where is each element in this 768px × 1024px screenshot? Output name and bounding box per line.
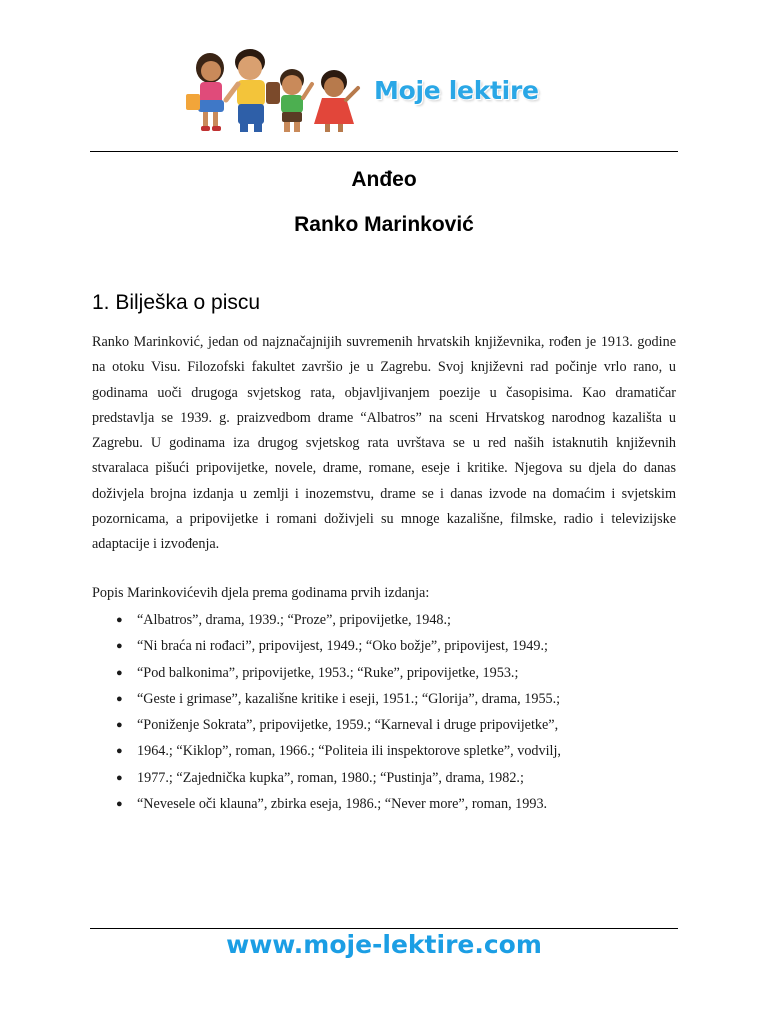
children-illustration <box>182 40 374 136</box>
list-item <box>92 633 561 659</box>
author-name: Ranko Marinković <box>294 213 474 236</box>
biography-paragraph: Ranko Marinković, jedan od najznačajnijih suvremenih hrvatskih književnika, rođen je 1913. godine na otoku Visu. Filozofski fakultet završio je u Zagrebu. Svoj književni rad počinje vrlo rano, u godinama uoči drugoga svjetskog rata, objavljivanjem poezije u časopisima. Kao dramatičar predstavlja se 1939. g. praizvedbom drame “Albatros” na sceni Hrvatskog narodnog kazališta u Zagrebu. U godinama iza drugog svjetskog rata uvrštava se u red naših istaknutih književnih stvaralaca pišući pripovijetke, novele, drame, romane, eseje i kritike. Njegova su djela do danas doživjela brojna izdanja u zemlji i inozemstvu, drame se i danas izvode na domaćim i svjetskim pozornicama, a pripovijetke i romani doživjeli su mnoge kazališne, filmske, radio i televizijske adaptacije i izvođenja. <box>92 334 676 553</box>
bullet-icon: ● <box>116 745 123 758</box>
works-intro: Popis Marinkovićevih djela prema godinama prvih izdanja: <box>92 585 430 601</box>
bullet-icon: ● <box>116 692 123 705</box>
small-boy-figure <box>280 69 312 132</box>
girl-right-figure <box>314 70 358 132</box>
list-item-text: 1977.; “Zajednička kupka”, roman, 1980.; “Pustinja”, drama, 1982.; <box>137 769 524 786</box>
work-title: Anđeo <box>351 168 417 191</box>
site-logo: Moje lektire <box>374 76 539 105</box>
footer-site-link[interactable]: www.moje-lektire.com <box>226 930 542 959</box>
page-header <box>0 38 768 138</box>
boy-figure <box>226 49 280 132</box>
bullet-icon: ● <box>116 614 123 626</box>
bullet-icon: ● <box>116 719 123 732</box>
list-item <box>92 686 561 712</box>
list-item-text: “Pod balkonima”, pripovijetke, 1953.; “Ruke”, pripovijetke, 1953.; <box>137 664 519 681</box>
list-item <box>92 712 561 738</box>
bullet-icon: ● <box>116 640 123 653</box>
header-divider <box>90 151 678 152</box>
footer-divider <box>90 928 678 929</box>
list-item <box>92 765 561 791</box>
bullet-icon: ● <box>116 666 123 679</box>
list-item-text: “Ni braća ni rođaci”, pripovijest, 1949.; “Oko božje”, pripovijest, 1949.; <box>137 638 548 655</box>
list-item <box>92 738 561 764</box>
girl-figure <box>186 53 224 131</box>
list-item-text: “Nevesele oči klauna”, zbirka eseja, 1986.; “Never more”, roman, 1993. <box>137 796 548 813</box>
list-item-text: 1964.; “Kiklop”, roman, 1966.; “Politeia ili inspektorove spletke”, vodvilj, <box>137 743 561 760</box>
list-item <box>92 607 561 633</box>
section-heading: 1. Bilješka o piscu <box>92 291 261 314</box>
list-item-text: “Poniženje Sokrata”, pripovijetke, 1959.; “Karneval i druge pripovijetke”, <box>137 717 559 734</box>
list-item <box>92 660 561 686</box>
list-item <box>92 791 561 817</box>
bullet-icon: ● <box>116 798 123 811</box>
list-item-text: “Geste i grimase”, kazališne kritike i eseji, 1951.; “Glorija”, drama, 1955.; <box>137 690 561 707</box>
list-item-text: “Albatros”, drama, 1939.; “Proze”, pripovijetke, 1948.; <box>137 612 452 628</box>
bullet-icon: ● <box>116 771 123 784</box>
works-list <box>92 607 561 817</box>
